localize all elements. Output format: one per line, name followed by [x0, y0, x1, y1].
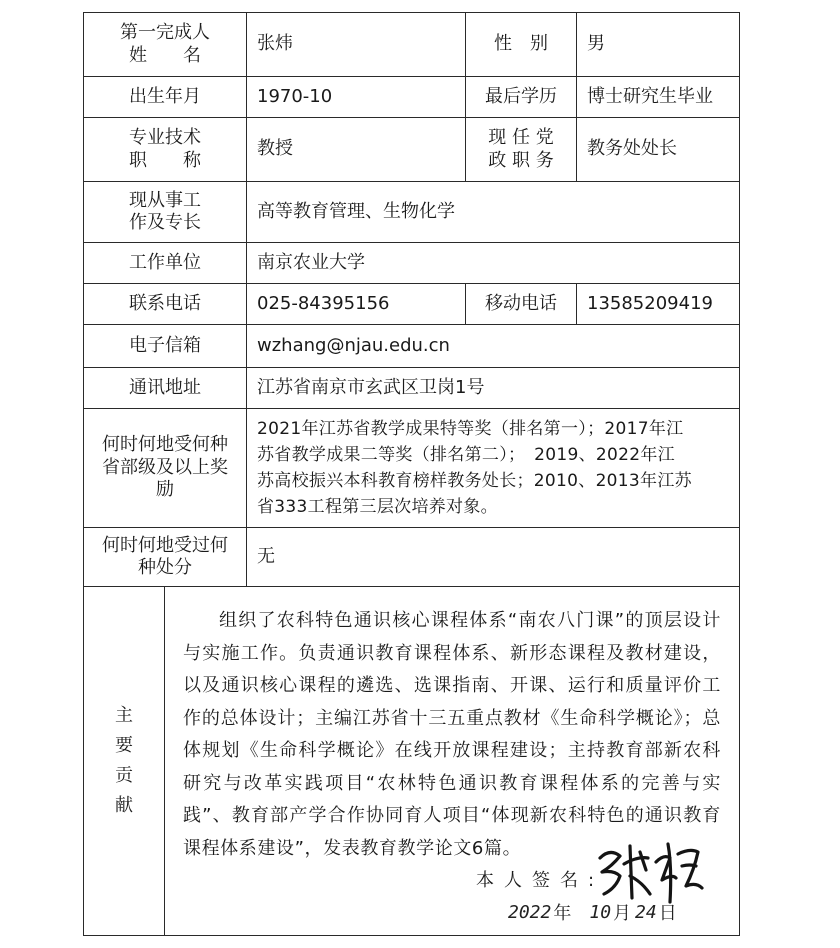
label-line: 何时何地受何种: [102, 434, 228, 456]
label-line: 工作单位: [129, 251, 201, 273]
label-char: 献: [115, 795, 133, 816]
phone-text: 025-84395156: [257, 292, 390, 314]
value-name: [246, 12, 466, 77]
sanctions-text: 无: [257, 545, 275, 567]
label-line: 职 称: [129, 149, 201, 171]
signature-date: [508, 897, 708, 927]
label-mobile: [465, 283, 577, 325]
label-first-author-name: [83, 12, 247, 77]
contribution-text: 组织了农科特色通识核心课程体系“南农八门课”的顶层设计与实施工作。负责通识教育课程体系、新形态课程及教材建设，以及通识核心课程的遴选、选课指南、开课、运行和质量评价工作的总体设计；主编江苏省十三五重点教材《生命科学概论》；总体规划《生命科学概论》在线开放课程建设；主持教育部新农科研究与改革实践项目“农林特色通识教育课程体系的完善与实践”、教育部产学合作协同育人项目“体现新农科特色的通识教育课程体系建设”，发表教育教学论文6篇。: [183, 610, 721, 859]
value-workplace: [246, 242, 740, 284]
value-position: [576, 117, 740, 182]
signature-label: 本人签名:: [476, 870, 605, 891]
label-workplace: [83, 242, 247, 284]
label-awards: [83, 408, 247, 528]
label-line: 种处分: [138, 557, 192, 578]
label-line: 联系电话: [129, 292, 201, 314]
label-line: 姓 名: [129, 44, 201, 66]
email-text: wzhang@njau.edu.cn: [257, 334, 450, 356]
label-char: 贡: [115, 765, 133, 786]
awards-line: 2021年江苏省教学成果特等奖（排名第一）；2017年江: [257, 419, 684, 439]
awards-line: 苏省教学成果二等奖（排名第二）； 2019、2022年江: [257, 445, 675, 465]
value-sanctions: [246, 527, 740, 587]
label-education: [465, 76, 577, 118]
label-line: 专业技术: [129, 127, 201, 148]
label-line: 励: [156, 479, 174, 501]
value-education: [576, 76, 740, 118]
label-line: 现从事工: [129, 189, 201, 211]
label-phone: [83, 283, 247, 325]
label-expertise: [83, 181, 247, 243]
label-char: 主: [115, 705, 133, 726]
label-line: 性 别: [494, 33, 548, 55]
value-title: [246, 117, 466, 182]
label-line: 出生年月: [129, 85, 201, 107]
date-month-unit: 月: [613, 903, 632, 924]
position-text: 教务处处长: [587, 138, 677, 160]
gender-text: 男: [587, 33, 605, 55]
date-day: 24: [635, 901, 657, 923]
label-line: 现 任 党: [488, 127, 554, 148]
date-day-unit: 日: [658, 903, 677, 924]
title-text: 教授: [257, 138, 293, 160]
label-position: [465, 117, 577, 182]
label-line: 最后学历: [485, 85, 557, 107]
education-text: 博士研究生毕业: [587, 85, 713, 107]
address-text: 江苏省南京市玄武区卫岗1号: [257, 376, 485, 398]
value-birth: [246, 76, 466, 118]
label-line: 作及专长: [129, 212, 201, 233]
expertise-text: 高等教育管理、生物化学: [257, 200, 455, 222]
label-contribution: [83, 586, 165, 936]
label-line: 通讯地址: [129, 376, 201, 398]
value-email: [246, 324, 740, 368]
name-text: 张炜: [257, 33, 293, 55]
date-year: 2022: [508, 901, 552, 923]
label-line: 移动电话: [485, 292, 557, 314]
label-line: 省部级及以上奖: [102, 456, 228, 478]
label-line: 第一完成人: [120, 22, 210, 43]
value-mobile: [576, 283, 740, 325]
label-line: 何时何地受过何: [102, 534, 228, 556]
workplace-text: 南京农业大学: [257, 251, 365, 273]
awards-line: 省333工程第三层次培养对象。: [257, 497, 498, 517]
value-phone: [246, 283, 466, 325]
birth-text: 1970-10: [257, 85, 333, 107]
label-title: [83, 117, 247, 182]
mobile-text: 13585209419: [587, 292, 713, 314]
label-line: 电子信箱: [129, 334, 201, 356]
label-sanctions: [83, 527, 247, 587]
awards-line: 苏高校振兴本科教育榜样教务处长；2010、2013年江苏: [257, 471, 692, 491]
label-line: 政 职 务: [488, 149, 554, 171]
value-awards: [246, 408, 740, 528]
date-month: 10: [589, 901, 612, 923]
label-address: [83, 367, 247, 409]
value-gender: [576, 12, 740, 77]
label-char: 要: [115, 735, 133, 756]
value-address: [246, 367, 740, 409]
value-expertise: [246, 181, 740, 243]
label-email: [83, 324, 247, 368]
date-year-unit: 年: [553, 903, 572, 924]
label-birth: [83, 76, 247, 118]
label-gender: [465, 12, 577, 77]
